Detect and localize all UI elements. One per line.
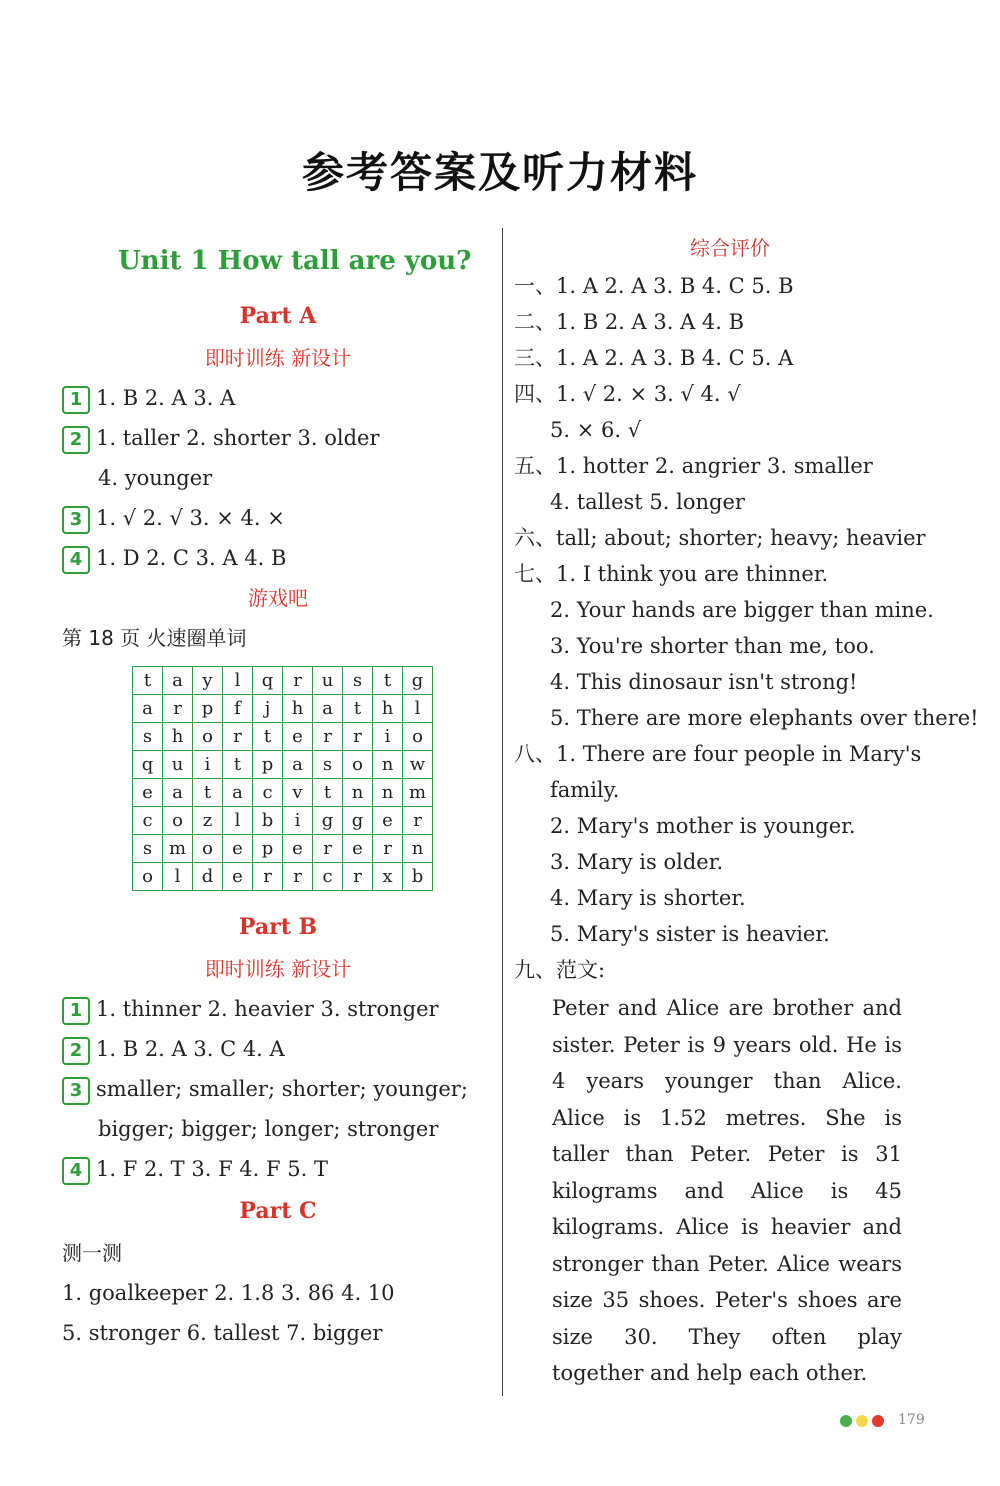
grid-cell: e xyxy=(133,779,163,807)
grid-cell: v xyxy=(283,779,313,807)
review-answer-line: 二、1. B 2. A 3. A 4. B xyxy=(514,310,745,334)
grid-cell: y xyxy=(193,667,223,695)
review-answer-line: 一、1. A 2. A 3. B 4. C 5. B xyxy=(514,274,794,298)
grid-cell: e xyxy=(373,807,403,835)
question-number-badge: 4 xyxy=(62,1157,90,1185)
grid-cell: o xyxy=(163,807,193,835)
grid-cell: g xyxy=(403,667,433,695)
grid-cell: m xyxy=(163,835,193,863)
grid-cell: c xyxy=(253,779,283,807)
grid-cell: t xyxy=(253,723,283,751)
grid-cell: r xyxy=(313,835,343,863)
review-answer-line: 三、1. A 2. A 3. B 4. C 5. A xyxy=(514,346,794,370)
grid-cell: a xyxy=(283,751,313,779)
grid-cell: l xyxy=(163,863,193,891)
answer-line xyxy=(62,418,494,458)
right-column xyxy=(514,228,979,1392)
question-number-badge: 2 xyxy=(62,426,90,454)
review-answer-line: 2. Your hands are bigger than mine. xyxy=(550,598,934,622)
grid-cell: r xyxy=(253,863,283,891)
grid-cell: f xyxy=(223,695,253,723)
grid-cell: l xyxy=(223,807,253,835)
grid-cell: t xyxy=(193,779,223,807)
question-number-badge: 2 xyxy=(62,1037,90,1065)
review-answer-line: 5. Mary's sister is heavier. xyxy=(550,922,830,946)
answer-text: 1. B 2. A 3. C 4. A xyxy=(96,1037,285,1061)
grid-cell: t xyxy=(373,667,403,695)
grid-cell: r xyxy=(343,863,373,891)
grid-cell: a xyxy=(163,779,193,807)
grid-cell: o xyxy=(403,723,433,751)
grid-cell: h xyxy=(373,695,403,723)
green-dot-icon xyxy=(840,1415,852,1427)
review-answer-line: 4. Mary is shorter. xyxy=(550,886,746,910)
answer-line xyxy=(62,498,494,538)
part-b-heading: Part B xyxy=(238,914,318,940)
grid-cell: n xyxy=(373,779,403,807)
grid-cell: r xyxy=(163,695,193,723)
grid-cell: q xyxy=(133,751,163,779)
grid-cell: i xyxy=(283,807,313,835)
grid-cell: h xyxy=(163,723,193,751)
part-b-training-heading: 即时训练 新设计 xyxy=(204,957,352,981)
game-title: 第 18 页 火速圈单词 xyxy=(62,626,247,650)
grid-cell: u xyxy=(163,751,193,779)
page-number: 179 xyxy=(898,1412,925,1428)
grid-cell: d xyxy=(193,863,223,891)
grid-cell: i xyxy=(373,723,403,751)
answer-text: 1. B 2. A 3. A xyxy=(96,386,236,410)
answer-text: 1. √ 2. √ 3. × 4. × xyxy=(96,506,285,530)
grid-cell: c xyxy=(133,807,163,835)
grid-row xyxy=(133,751,433,779)
grid-cell: o xyxy=(193,723,223,751)
grid-cell: e xyxy=(223,863,253,891)
red-dot-icon xyxy=(872,1415,884,1427)
question-number-badge: 3 xyxy=(62,1077,90,1105)
part-c-heading: Part C xyxy=(239,1198,317,1224)
grid-cell: o xyxy=(343,751,373,779)
grid-cell: t xyxy=(223,751,253,779)
column-divider xyxy=(502,228,503,1396)
review-answer-line: 九、范文: xyxy=(514,958,606,982)
review-answer-line: 四、1. √ 2. × 3. √ 4. √ xyxy=(514,382,741,406)
question-number-badge: 4 xyxy=(62,546,90,574)
grid-cell: s xyxy=(343,667,373,695)
grid-cell: l xyxy=(403,695,433,723)
answer-line xyxy=(62,458,494,498)
grid-cell: g xyxy=(343,807,373,835)
answer-text: smaller; smaller; shorter; younger; xyxy=(96,1077,468,1101)
review-answer-line: 4. tallest 5. longer xyxy=(550,490,745,514)
grid-cell: l xyxy=(223,667,253,695)
review-answer-line: 2. Mary's mother is younger. xyxy=(550,814,856,838)
grid-cell: j xyxy=(253,695,283,723)
answer-line xyxy=(62,538,494,578)
grid-cell: n xyxy=(373,751,403,779)
grid-cell: a xyxy=(163,667,193,695)
review-answer-line: 五、1. hotter 2. angrier 3. smaller xyxy=(514,454,873,478)
grid-cell: n xyxy=(403,835,433,863)
answer-text: 1. thinner 2. heavier 3. stronger xyxy=(96,997,439,1021)
grid-cell: a xyxy=(223,779,253,807)
grid-row xyxy=(133,667,433,695)
grid-row xyxy=(133,779,433,807)
review-answer-line: 七、1. I think you are thinner. xyxy=(514,562,829,586)
answer-line xyxy=(62,1109,494,1149)
model-essay: Peter and Alice are brother and sister. Peter is 9 years old. He is 4 years younger than Alice. Alice is 1.52 metres. She is taller than Peter. Peter is 31 kilograms and Alice is 45 kilograms. Alice is heavier and stronger than Peter. Alice wears size 35 shoes. Peter's shoes are size 30. They often play together and help each other. xyxy=(552,996,902,1385)
review-answer-line: family. xyxy=(550,778,620,802)
grid-cell: q xyxy=(253,667,283,695)
grid-cell: g xyxy=(313,807,343,835)
grid-cell: t xyxy=(313,779,343,807)
question-number-badge: 1 xyxy=(62,386,90,414)
grid-cell: c xyxy=(313,863,343,891)
grid-cell: r xyxy=(313,723,343,751)
grid-cell: o xyxy=(133,863,163,891)
answer-line xyxy=(62,1149,494,1189)
part-a-training-heading: 即时训练 新设计 xyxy=(204,346,352,370)
question-number-badge: 3 xyxy=(62,506,90,534)
grid-cell: m xyxy=(403,779,433,807)
part-b-answers xyxy=(62,989,494,1189)
grid-cell: w xyxy=(403,751,433,779)
grid-cell: r xyxy=(223,723,253,751)
part-a-heading: Part A xyxy=(239,303,317,329)
answer-text: 4. younger xyxy=(98,466,213,490)
grid-cell: n xyxy=(343,779,373,807)
review-answer-line: 3. You're shorter than me, too. xyxy=(550,634,875,658)
grid-cell: e xyxy=(283,723,313,751)
grid-row xyxy=(133,863,433,891)
review-answer-line: 5. × 6. √ xyxy=(550,418,642,442)
grid-cell: h xyxy=(283,695,313,723)
game-heading: 游戏吧 xyxy=(248,586,308,610)
left-column xyxy=(62,238,494,1353)
grid-cell: s xyxy=(133,723,163,751)
review-answer-line: 5. There are more elephants over there! xyxy=(550,706,979,730)
grid-cell: a xyxy=(313,695,343,723)
word-search-grid xyxy=(132,666,433,891)
grid-cell: r xyxy=(283,863,313,891)
grid-row xyxy=(133,723,433,751)
yellow-dot-icon xyxy=(856,1415,868,1427)
grid-cell: b xyxy=(403,863,433,891)
answer-line xyxy=(62,378,494,418)
grid-cell: e xyxy=(283,835,313,863)
review-answer-line: 4. This dinosaur isn't strong! xyxy=(550,670,858,694)
grid-row xyxy=(133,695,433,723)
grid-cell: r xyxy=(343,723,373,751)
grid-cell: x xyxy=(373,863,403,891)
answer-line xyxy=(62,1069,494,1109)
grid-cell: u xyxy=(313,667,343,695)
grid-cell: i xyxy=(193,751,223,779)
review-answers xyxy=(514,268,979,988)
grid-row xyxy=(133,835,433,863)
grid-cell: b xyxy=(253,807,283,835)
answer-text: 1. D 2. C 3. A 4. B xyxy=(96,546,287,570)
part-a-answers xyxy=(62,378,494,578)
answer-line xyxy=(62,1029,494,1069)
part-c-line: 1. goalkeeper 2. 1.8 3. 86 4. 10 xyxy=(62,1281,395,1305)
review-answer-line: 3. Mary is older. xyxy=(550,850,724,874)
review-answer-line: 八、1. There are four people in Mary's xyxy=(514,742,922,766)
grid-cell: p xyxy=(193,695,223,723)
part-c-line: 5. stronger 6. tallest 7. bigger xyxy=(62,1321,383,1345)
grid-row xyxy=(133,807,433,835)
grid-cell: r xyxy=(283,667,313,695)
grid-cell: s xyxy=(313,751,343,779)
review-answer-line: 六、tall; about; shorter; heavy; heavier xyxy=(514,526,926,550)
grid-cell: e xyxy=(223,835,253,863)
answer-text: 1. F 2. T 3. F 4. F 5. T xyxy=(96,1157,328,1181)
answer-line xyxy=(62,989,494,1029)
page-title: 参考答案及听力材料 xyxy=(301,148,698,197)
part-c-test-heading: 测一测 xyxy=(62,1241,122,1265)
grid-cell: r xyxy=(373,835,403,863)
question-number-badge: 1 xyxy=(62,997,90,1025)
grid-cell: s xyxy=(133,835,163,863)
answer-text: bigger; bigger; longer; stronger xyxy=(98,1117,439,1141)
grid-cell: z xyxy=(193,807,223,835)
grid-cell: e xyxy=(343,835,373,863)
answer-text: 1. taller 2. shorter 3. older xyxy=(96,426,380,450)
grid-cell: a xyxy=(133,695,163,723)
grid-cell: p xyxy=(253,751,283,779)
grid-cell: o xyxy=(193,835,223,863)
unit-title: Unit 1 How tall are you? xyxy=(118,246,472,276)
grid-cell: t xyxy=(133,667,163,695)
review-heading: 综合评价 xyxy=(690,236,770,260)
grid-cell: p xyxy=(253,835,283,863)
grid-cell: r xyxy=(403,807,433,835)
grid-cell: t xyxy=(343,695,373,723)
